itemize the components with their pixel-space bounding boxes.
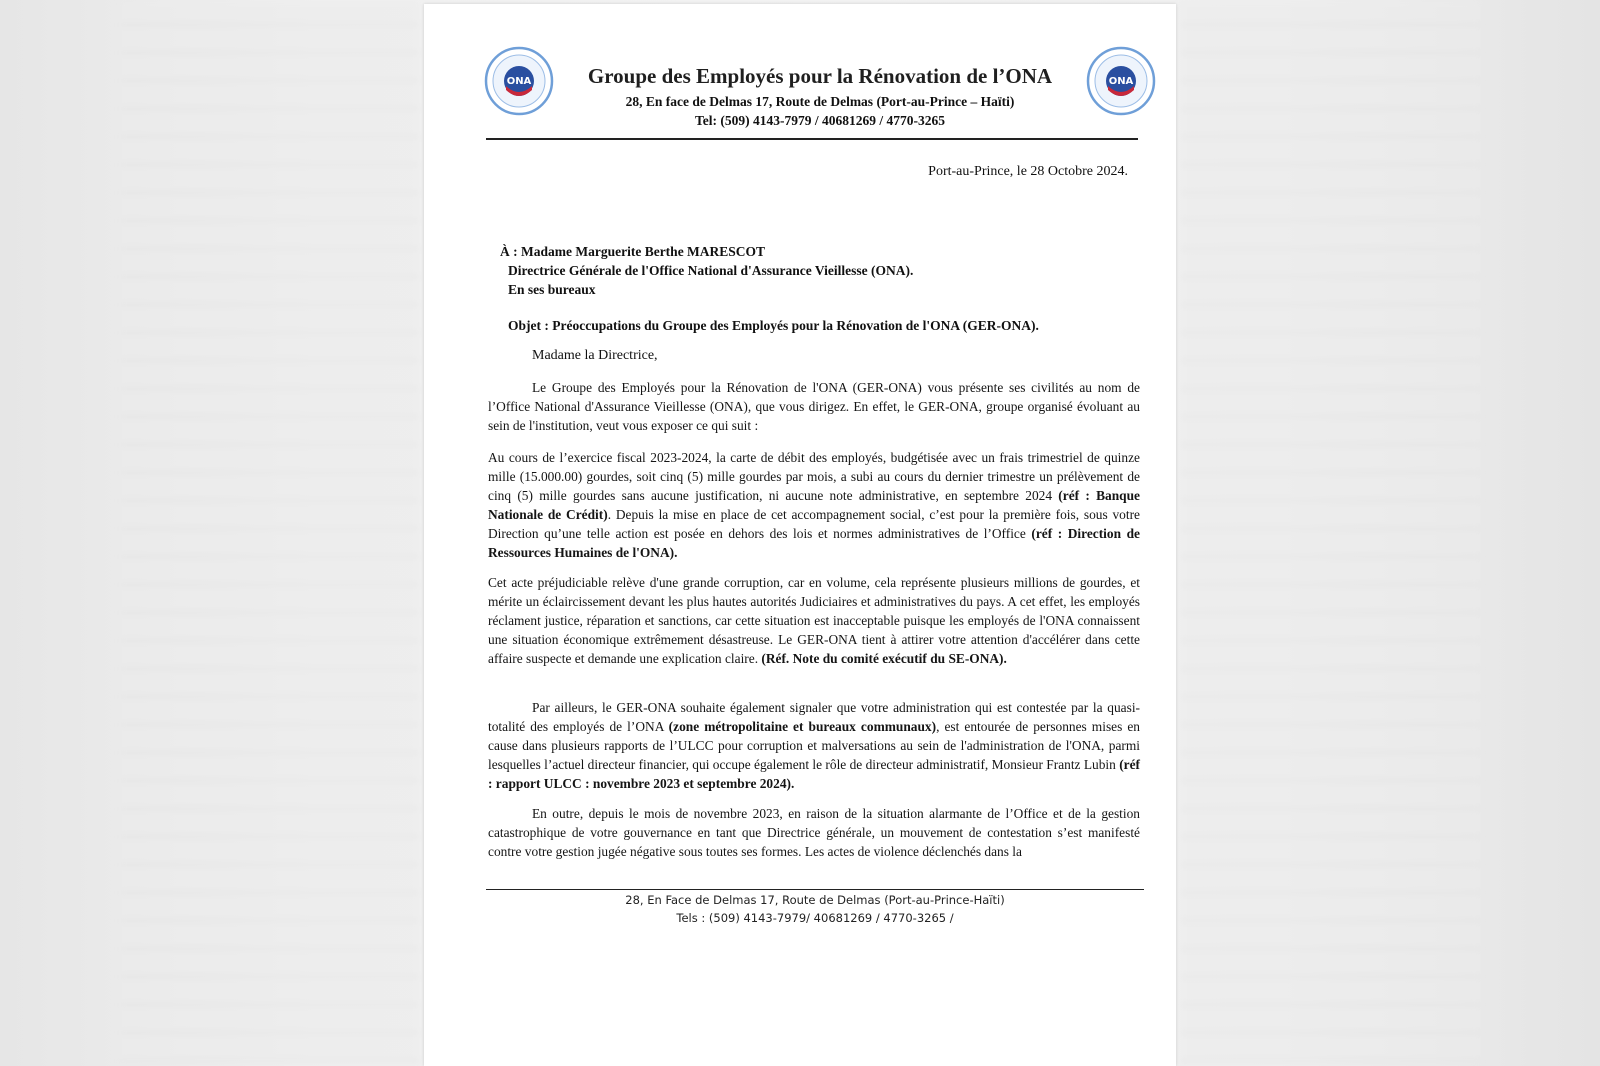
footer-phone: Tels : (509) 4143-7979/ 40681269 / 4770-3265 / [676, 911, 954, 925]
svg-text:ONA: ONA [506, 76, 532, 87]
paragraph-text [488, 698, 1140, 793]
paragraph-segment: , est entourée de personnes mises en cause dans plusieurs rapports de l’ULCC pour corruption et malversations au sein de l'administration de l'ONA, parmi lesquelles l’actuel directeur financier, qui occupe également le rôle de directeur administratif, Monsieur Frantz Lubin [488, 719, 1140, 772]
letter-date: Port-au-Prince, le 28 Octobre 2024. [928, 164, 1128, 179]
svg-text:ONA: ONA [1108, 76, 1134, 87]
reference-bnc: (réf : Banque Nationale de Crédit) [488, 488, 1140, 522]
reference-se-ona: (Réf. Note du comité exécutif du SE-ONA). [761, 651, 1007, 666]
recipient-title: Directrice Générale de l'Office National d'Assurance Vieillesse (ONA). [508, 263, 914, 278]
recipient-block [500, 242, 913, 299]
organization-name: Groupe des Employés pour la Rénovation de l’ONA [587, 64, 1053, 88]
recipient-location: En ses bureaux [508, 282, 596, 297]
organization-address: 28, En face de Delmas 17, Route de Delmas (Port-au-Prince – Haïti) [625, 94, 1015, 109]
salutation: Madame la Directrice, [532, 348, 658, 363]
footer-divider [486, 889, 1144, 890]
organization-phone: Tel: (509) 4143-7979 / 40681269 / 4770-3265 [695, 113, 945, 128]
zone-emphasis: (zone métropolitaine et bureaux communaux) [668, 719, 937, 734]
paragraph-segment: Par ailleurs, le GER-ONA souhaite également signaler que votre administration qui est contestée par la quasi-totalité des employés de l’ONA [488, 700, 1140, 734]
body-paragraph-4 [488, 698, 1140, 793]
ona-logo-icon [1086, 46, 1156, 116]
header-divider [486, 138, 1138, 140]
letterhead [484, 42, 1156, 142]
letter-subject: Objet : Préoccupations du Groupe des Employés pour la Rénovation de l'ONA (GER-ONA). [508, 318, 1039, 333]
paragraph-text [488, 448, 1140, 562]
paragraph-text [488, 573, 1140, 668]
reference-drh: (réf : Direction de Ressources Humaines de l'ONA). [488, 526, 1140, 560]
body-paragraph-2 [488, 448, 1140, 562]
body-paragraph-5 [488, 804, 1140, 861]
ona-logo-icon [484, 46, 554, 116]
paragraph-segment: . Depuis la mise en place de cet accompagnement social, c’est pour la première fois, sous votre Direction qu’une telle action est posée en dehors des lois et normes administratives de l’Office [488, 507, 1140, 541]
reference-ulcc: (réf : rapport ULCC : novembre 2023 et septembre 2024). [488, 757, 1140, 791]
blurred-background-left [120, 0, 420, 1066]
blurred-background-right [1180, 0, 1480, 1066]
footer-address: 28, En Face de Delmas 17, Route de Delmas (Port-au-Prince-Haïti) [625, 893, 1005, 907]
body-paragraph-3 [488, 573, 1140, 668]
recipient-name: À : Madame Marguerite Berthe MARESCOT [500, 244, 766, 259]
paragraph-text: En outre, depuis le mois de novembre 2023, en raison de la situation alarmante de l’Office et de la gestion catastrophique de votre gouvernance en tant que Directrice générale, un mouvement de contestation s’est manifesté contre votre gestion jugée négative sous toutes ses formes. Les actes de violence déclenchés dans la [488, 806, 1140, 859]
body-paragraph-1 [488, 378, 1140, 435]
paragraph-segment: Au cours de l’exercice fiscal 2023-2024, la carte de débit des employés, budgétisée avec un frais trimestriel de quinze mille (15.000.00) gourdes, soit cinq (5) mille gourdes par mois, a subi au cours du dernier trimestre un prélèvement de cinq (5) mille gourdes sans aucune justification, ni aucune note administrative, en septembre 2024 [488, 450, 1140, 503]
paragraph-text: Le Groupe des Employés pour la Rénovation de l'ONA (GER-ONA) vous présente ses civilités au nom de l’Office National d'Assurance Vieillesse (ONA), que vous dirigez. En effet, le GER-ONA, groupe organisé évoluant au sein de l'institution, veut vous exposer ce qui suit : [488, 380, 1140, 433]
paragraph-segment: Cet acte préjudiciable relève d'une grande corruption, car en volume, cela représente plusieurs millions de gourdes, et mérite un éclaircissement devant les plus hautes autorités Judiciaires et administratives du pays. A cet effet, les employés réclament justice, réparation et sanctions, car cette situation est inacceptable puisque les employés de l'ONA connaissent une situation économique extrêmement désastreuse. Le GER-ONA tient à attirer votre attention d'accélérer dans cette affaire suspecte et demande une explication claire. [488, 575, 1140, 666]
letter-page [424, 4, 1176, 1066]
